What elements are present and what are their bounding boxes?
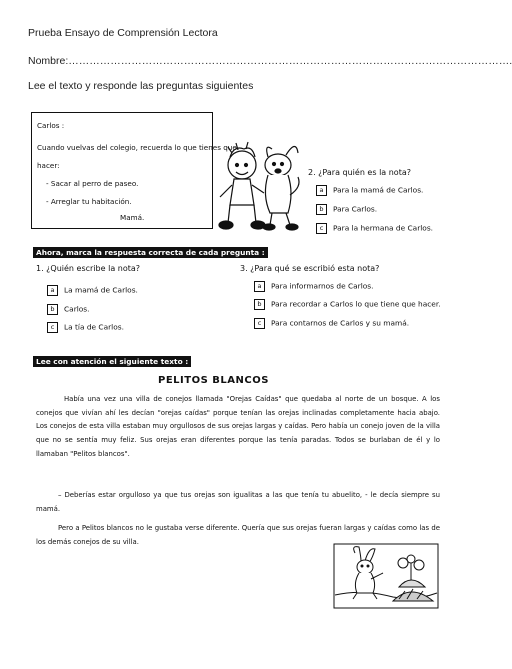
story-text: – Deberías estar orgulloso ya que tus orejas son igualitas a las que tenía tu abuelito, - le decía siempre su mamá. [36,491,440,513]
option-letter-box: c [47,322,58,333]
note-line: - Sacar al perro de paseo. [46,179,139,188]
option-text: Para contarnos de Carlos y su mamá. [271,318,410,328]
story-text: Pero a Pelitos blancos no le gustaba verse diferente. Quería que sus orejas fueran largas y caídas como las de los demás conejos de su villa. [36,524,440,546]
story-paragraph-1 [36,393,440,462]
option-text: Para la mamá de Carlos. [333,185,424,195]
note-line: hacer: [37,161,60,170]
page-title: Prueba Ensayo de Comprensión Lectora [28,27,218,39]
rabbit-illustration [333,543,439,609]
note-line: - Arreglar tu habitación. [46,197,132,206]
section-bar-text: Ahora, marca la respuesta correcta de cada pregunta : [33,247,268,258]
option-text: Para informarnos de Carlos. [271,281,374,291]
instruction-text: Lee el texto y responde las preguntas siguientes [28,80,254,92]
option-1c[interactable] [47,322,124,333]
option-letter-box: c [316,223,327,234]
option-text: Carlos. [64,304,90,314]
option-text: Para Carlos. [333,204,378,214]
option-letter-box: a [47,285,58,296]
section-bar-read [33,351,191,369]
option-text: Para recordar a Carlos lo que tiene que hacer. [271,299,441,309]
option-letter-box: a [316,185,327,196]
option-2a[interactable] [316,185,423,196]
option-text: Para la hermana de Carlos. [333,223,434,233]
option-2c[interactable] [316,223,433,234]
option-letter-box: a [254,281,265,292]
section-bar-answers [33,242,268,260]
story-text: Había una vez una villa de conejos llamada "Orejas Caídas" que quedaba al norte de un bosque. A los conejos que vivían ahí les decían "orejas caídas" porque tenían las orejas inclinadas completamente hacia abajo. Los conejos de esta villa estaban muy orgullosos de sus orejas largas y caídas. Pero había un conejo joven de la villa que no se sentía muy feliz. Sus orejas eran diferentes porque las tenía paradas. Todos se burlaban de él y lo llamaban "Pelitos blancos". [36,395,440,458]
note-line: Cuando vuelvas del colegio, recuerda lo que tienes que [37,143,237,152]
question-1: 1. ¿Quién escribe la nota? [36,264,141,273]
option-letter-box: b [47,304,58,315]
option-text: La tía de Carlos. [64,322,124,332]
option-1b[interactable] [47,304,90,315]
option-2b[interactable] [316,204,377,215]
option-letter-box: b [316,204,327,215]
note-signature: Mamá. [120,213,145,222]
story-title: PELITOS BLANCOS [158,375,269,386]
option-3a[interactable] [254,281,373,292]
question-3: 3. ¿Para qué se escribió esta nota? [240,264,380,273]
option-letter-box: c [254,318,265,329]
question-2: 2. ¿Para quién es la nota? [308,168,411,177]
option-1a[interactable] [47,285,138,296]
boy-dog-illustration [212,135,304,235]
note-box [31,112,237,229]
option-3c[interactable] [254,318,409,329]
section-bar-text: Lee con atención el siguiente texto : [33,356,191,367]
note-line: Carlos : [37,121,65,130]
option-letter-box: b [254,299,265,310]
name-field-label: Nombre:………………………………………………………………………………………………………………. [28,55,512,67]
option-text: La mamá de Carlos. [64,285,138,295]
option-3b[interactable] [254,299,441,310]
story-paragraph-2 [36,489,440,516]
